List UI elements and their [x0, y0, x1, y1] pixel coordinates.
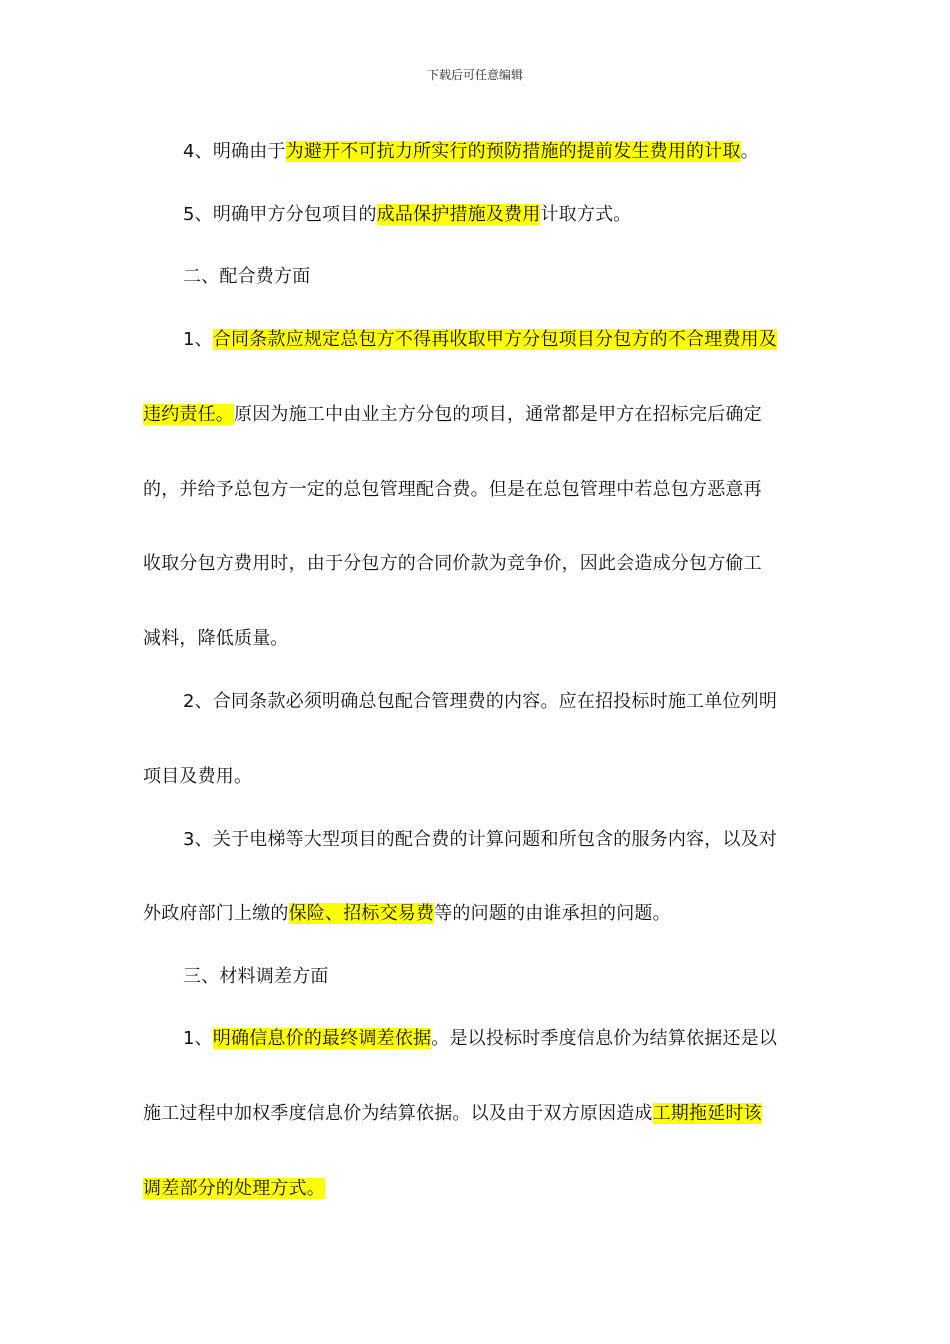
- highlighted-text: 保险、招标交易费: [288, 903, 435, 924]
- paragraph-line: [143, 1176, 325, 1202]
- text-run: 收取分包方费用时，由于分包方的合同价款为竞争价，因此会造成分包方偷工: [143, 553, 762, 574]
- section-heading: [183, 264, 310, 290]
- text-run: 二、配合费方面: [183, 266, 311, 287]
- paragraph-line: [143, 1101, 762, 1127]
- text-run: 计取方式。: [540, 204, 632, 225]
- text-run: 等的问题的由谁承担的问题。: [434, 903, 671, 924]
- paragraph-line: [183, 139, 759, 165]
- text-run: 3、关于电梯等大型项目的配合费的计算问题和所包含的服务内容，以及对: [183, 829, 778, 850]
- text-run: 的，并给予总包方一定的总包管理配合费。但是在总包管理中若总包方恶意再: [143, 479, 762, 500]
- text-run: 4、明确由于: [183, 141, 286, 162]
- page-header: 下载后可任意编辑: [426, 68, 523, 82]
- text-run: 1、: [183, 329, 213, 350]
- highlighted-text: 为避开不可抗力所实行的预防措施的提前发生费用的计取: [285, 141, 741, 162]
- highlighted-text: 明确信息价的最终调差依据: [212, 1028, 432, 1049]
- paragraph-line: [183, 202, 631, 228]
- paragraph-line: [143, 764, 252, 790]
- text-run: 。是以投标时季度信息价为结算依据还是以: [431, 1028, 778, 1049]
- highlighted-text: 工期拖延时该: [652, 1103, 762, 1124]
- highlighted-text: 调差部分的处理方式。: [143, 1178, 325, 1199]
- text-run: 外政府部门上缴的: [143, 903, 289, 924]
- paragraph-line: [143, 477, 762, 503]
- text-run: 。: [740, 141, 759, 162]
- paragraph-line: [183, 1026, 777, 1052]
- paragraph-line: [143, 402, 762, 428]
- text-run: 2、合同条款必须明确总包配合管理费的内容。应在招投标时施工单位列明: [183, 691, 778, 712]
- paragraph-line: [143, 626, 289, 652]
- paragraph-line: [143, 901, 671, 927]
- text-run: 1、: [183, 1028, 213, 1049]
- text-run: 项目及费用。: [143, 766, 253, 787]
- highlighted-text: 合同条款应规定总包方不得再收取甲方分包项目分包方的不合理费用及: [212, 329, 778, 350]
- section-heading: [183, 964, 329, 990]
- highlighted-text: 成品保护措施及费用: [376, 204, 541, 225]
- highlighted-text: 违约责任。: [143, 404, 234, 425]
- text-run: 5、明确甲方分包项目的: [183, 204, 377, 225]
- text-run: 施工过程中加权季度信息价为结算依据。以及由于双方原因造成: [143, 1103, 653, 1124]
- paragraph-line: [143, 551, 762, 577]
- paragraph-line: [183, 827, 777, 853]
- paragraph-line: [183, 327, 777, 353]
- text-run: 减料，降低质量。: [143, 628, 289, 649]
- text-run: 原因为施工中由业主方分包的项目，通常都是甲方在招标完后确定: [234, 404, 762, 425]
- paragraph-line: [183, 689, 777, 715]
- text-run: 三、材料调差方面: [183, 966, 329, 987]
